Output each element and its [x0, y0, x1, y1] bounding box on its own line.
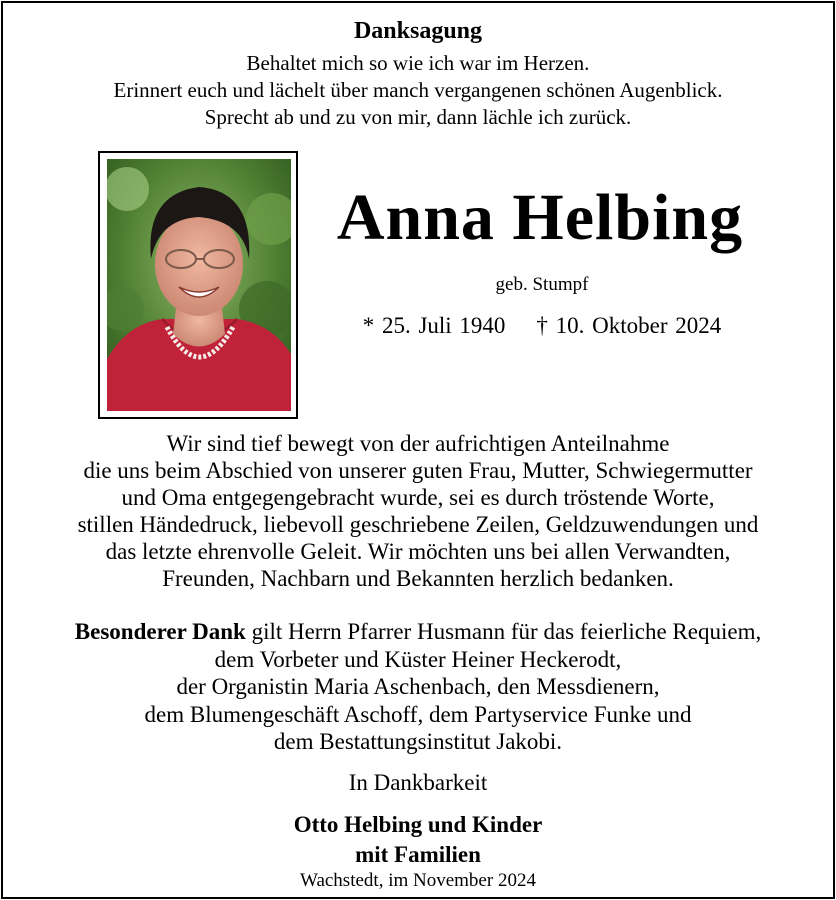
- signature-line: Otto Helbing und Kinder: [293, 812, 543, 837]
- special-thanks-label: Besonderer Dank: [74, 619, 246, 644]
- closing-phrase: In Dankbarkeit: [348, 770, 488, 795]
- place-date: Wachstedt, im November 2024: [300, 870, 536, 891]
- life-dates: [300, 313, 784, 339]
- signature: [0, 810, 836, 870]
- special-thanks: [0, 618, 836, 756]
- text-line: Freunden, Nachbarn und Bekannten herzlich bedanken.: [162, 566, 674, 591]
- portrait-photo: [98, 151, 298, 419]
- text-line: dem Bestattungsinstitut Jakobi.: [273, 729, 563, 754]
- poem-line: Sprecht ab und zu von mir, dann lächle ich zurück.: [204, 105, 632, 129]
- poem-line: Behaltet mich so wie ich war im Herzen.: [246, 51, 590, 75]
- poem: [0, 50, 836, 131]
- text-line: und Oma entgegengebracht wurde, sei es durch tröstende Worte,: [121, 485, 715, 510]
- maiden-name: geb. Stumpf: [495, 274, 589, 295]
- signature-line: mit Familien: [355, 842, 481, 867]
- death-date: † 10. Oktober 2024: [536, 313, 722, 338]
- text-line: stillen Händedruck, liebevoll geschriebene Zeilen, Geldzuwendungen und: [77, 512, 759, 537]
- portrait-image: [107, 159, 291, 411]
- thanks-text: [0, 430, 836, 592]
- text-line: der Organistin Maria Aschenbach, den Messdienern,: [176, 674, 660, 699]
- poem-line: Erinnert euch und lächelt über manch vergangenen schönen Augenblick.: [113, 78, 723, 102]
- text-line: Wir sind tief bewegt von der aufrichtigen Anteilnahme: [166, 431, 670, 456]
- text-line: dem Blumengeschäft Aschoff, dem Partyservice Funke und: [144, 701, 692, 727]
- birth-date: * 25. Juli 1940: [362, 313, 506, 338]
- text-line: dem Vorbeter und Küster Heiner Heckerodt,: [214, 646, 622, 672]
- text-line: die uns beim Abschied von unserer guten Frau, Mutter, Schwiegermutter: [83, 458, 753, 483]
- special-thanks-text: gilt Herrn Pfarrer Husmann für das feierliche Requiem,: [245, 619, 762, 644]
- text-line: das letzte ehrenvolle Geleit. Wir möchten uns bei allen Verwandten,: [105, 539, 731, 564]
- notice-heading: Danksagung: [353, 18, 483, 44]
- special-first-line: [0, 618, 836, 646]
- deceased-name: Anna Helbing: [336, 181, 744, 254]
